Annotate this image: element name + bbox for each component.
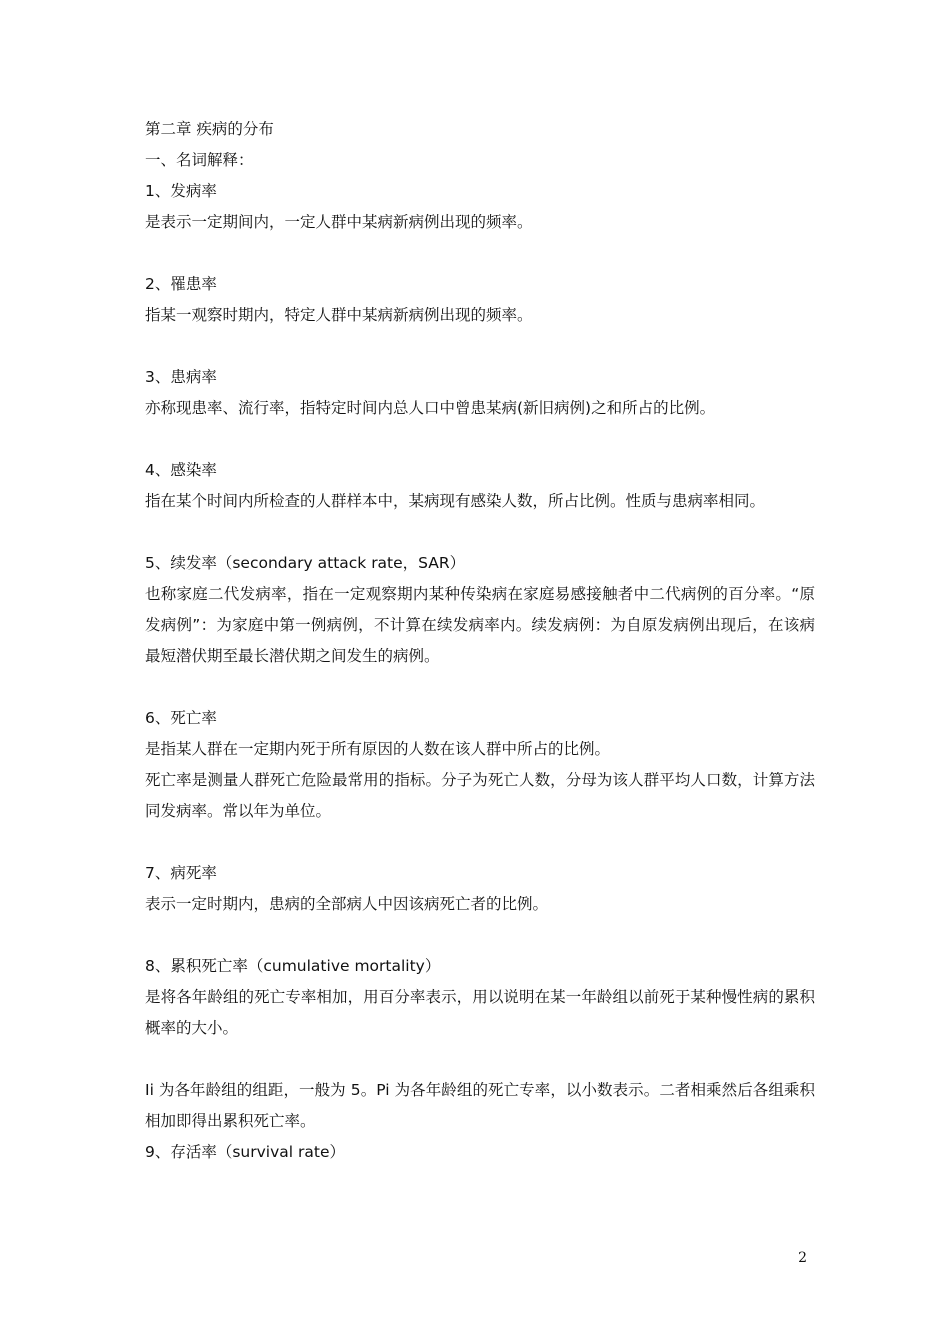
term-definition: 是指某人群在一定期内死于所有原因的人数在该人群中所占的比例。 [145,740,611,758]
chapter-title: 第二章 疾病的分布 [145,120,274,138]
formula-note: Ii 为各年龄组的组距，一般为 5。Pi 为各年龄组的死亡专率，以小数表示。二者相乘然后各组乘积相加即得出累积死亡率。 [145,1081,815,1130]
blank-line [145,517,815,548]
blank-line [145,424,815,455]
section-title: 一、名词解释： [145,151,254,169]
term-definition: 是将各年龄组的死亡专率相加，用百分率表示，用以说明在某一年龄组以前死于某种慢性病的累积概率的大小。 [145,988,815,1037]
term-heading: 8、累积死亡率（cumulative mortality） [145,957,441,975]
term-definition: 表示一定时期内，患病的全部病人中因该病死亡者的比例。 [145,895,549,913]
term-heading: 7、病死率 [145,864,217,882]
term-heading: 1、发病率 [145,182,217,200]
blank-line [145,827,815,858]
term-heading: 3、患病率 [145,368,217,386]
term-heading: 6、死亡率 [145,709,217,727]
term-heading: 2、罹患率 [145,275,217,293]
blank-line [145,920,815,951]
term-heading: 9、存活率（survival rate） [145,1143,346,1161]
blank-line [145,1044,815,1075]
term-heading: 4、感染率 [145,461,217,479]
term-heading: 5、续发率（secondary attack rate，SAR） [145,554,466,572]
page-content [145,114,815,1168]
term-definition: 指某一观察时期内，特定人群中某病新病例出现的频率。 [145,306,533,324]
term-definition: 也称家庭二代发病率，指在一定观察期内某种传染病在家庭易感接触者中二代病例的百分率。“原发病例”：为家庭中第一例病例，不计算在续发病率内。续发病例：为自原发病例出现后，在该病最短潜伏期至最长潜伏期之间发生的病例。 [145,585,815,665]
blank-line [145,238,815,269]
blank-line [145,331,815,362]
term-definition: 死亡率是测量人群死亡危险最常用的指标。分子为死亡人数，分母为该人群平均人口数，计算方法同发病率。常以年为单位。 [145,771,815,820]
page-number: 2 [798,1250,807,1266]
blank-line [145,672,815,703]
term-definition: 亦称现患率、流行率，指特定时间内总人口中曾患某病(新旧病例)之和所占的比例。 [145,399,716,417]
term-definition: 是表示一定期间内，一定人群中某病新病例出现的频率。 [145,213,533,231]
term-definition: 指在某个时间内所检查的人群样本中，某病现有感染人数，所占比例。性质与患病率相同。 [145,492,766,510]
